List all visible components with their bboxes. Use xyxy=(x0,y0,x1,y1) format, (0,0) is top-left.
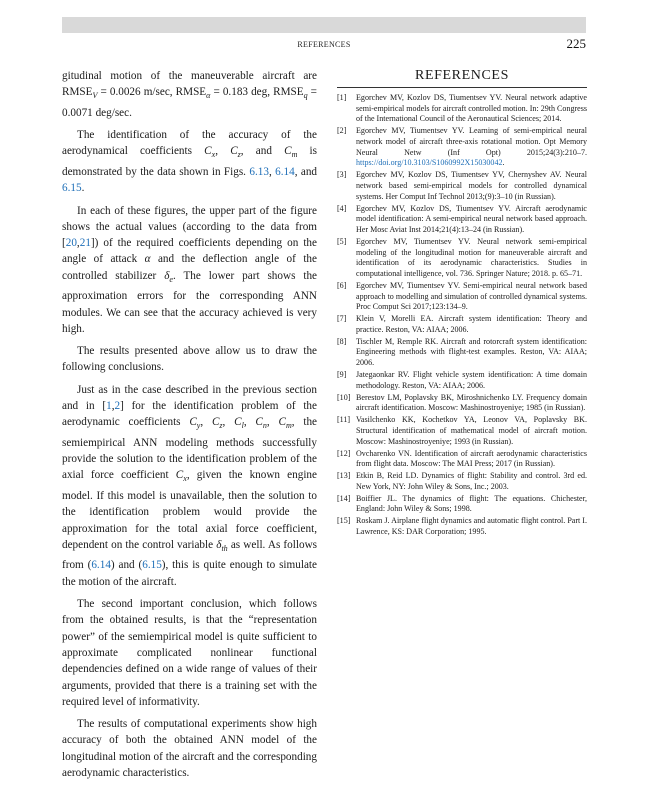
reference-item xyxy=(337,170,587,202)
reference-text: Tischler M, Remple RK. Aircraft and rotorcraft system identification: Engineering methods with flight-test examples. Reston, VA: AIAA; 2006. xyxy=(356,336,587,368)
reference-item xyxy=(337,471,587,492)
reference-item xyxy=(337,281,587,313)
reference-text: Berestov LM, Poplavsky BK, Miroshnichenko LY. Frequency domain aircraft identification. Moscow: Mashinostroyeniye; 1985 (in Russian). xyxy=(356,392,587,413)
reference-number: [13] xyxy=(337,471,351,481)
paragraph: The identification of the accuracy of the aerodynamical coefficients $C_x$, $C_z$, and $C_m$ is demonstrated by the data shown in Figs. 6.13, 6.14, and 6.15. xyxy=(62,129,318,195)
reference-number: [6] xyxy=(337,280,347,290)
reference-number: [4] xyxy=(337,203,347,213)
reference-list xyxy=(337,93,587,538)
paragraph: The results presented above allow us to draw the following conclusions. xyxy=(62,345,317,374)
cross-reference-link[interactable]: 21 xyxy=(79,237,91,250)
reference-number: [15] xyxy=(337,516,351,526)
cross-reference-link[interactable]: 6.15 xyxy=(142,559,162,572)
paragraph: The second important conclusion, which follows from the obtained results, is that the “representation power” of the semiempirical model is quite sufficient to approximate complicated nonlinear functional dependencies defined on a wide range of values of their arguments, provided that there is a training set with the required level of informativity. xyxy=(62,598,317,708)
reference-number: [11] xyxy=(337,415,351,425)
reference-item xyxy=(337,494,587,515)
reference-text: Egorchev MV, Kozlov DS, Tiumentsev YV. Aircraft aerodynamic model identification: A semi-empirical neural network based approach. Her Mosc Aviat Inst 2014;21(4):13–24 (in Russian). xyxy=(356,203,587,234)
paragraph: The results of computational experiments show high accuracy of both the obtained ANN model of the longitudinal motion of the aircraft and the corresponding aerodynamic characteristics. xyxy=(62,718,317,779)
references-column xyxy=(337,68,587,539)
reference-number: [14] xyxy=(337,493,351,503)
reference-item xyxy=(337,370,587,391)
reference-text: Boiffier JL. The dynamics of flight: The equations. Chichester, England: John Wiley & Sons; 1998. xyxy=(356,493,587,514)
reference-text: Vasilchenko KK, Kochetkov YA, Leonov VA, Poplavsky BK. Structural identification of mathematical model of aircraft motion. Moscow: Mashinostroyeniye; 1993 (in Russian). xyxy=(356,415,587,446)
reference-number: [12] xyxy=(337,448,351,458)
cross-reference-link[interactable]: 6.13 xyxy=(249,165,269,178)
left-column xyxy=(62,68,317,781)
reference-text: Roskam J. Airplane flight dynamics and automatic flight control. Part I. Lawrence, KS: DAR Corporation; 1995. xyxy=(356,516,587,537)
cross-reference-link[interactable]: 6.14 xyxy=(91,559,111,572)
reference-number: [8] xyxy=(337,336,347,346)
paragraph: Just as in the case described in the previous section and in [1,2] for the identification problem of the aerodynamic coefficients $C_y$, $C_z$, $C_l$, $C_n$, $C_m$, the semiempirical ANN modeling methods successfully provide the solution to the identification problem of the axial force coefficient $C_x$, given the known engine model. If this model is unavailable, then the solution to the identification problem would provide the approximation for the total axial force coefficient, dependent on the control variable $\delta_{th}$ as well. As follows from (6.14) and (6.15), this is quite enough to simulate the motion of the aircraft. xyxy=(62,383,318,588)
cross-reference-link[interactable]: 20 xyxy=(65,237,77,250)
reference-number: [3] xyxy=(337,170,347,180)
reference-item xyxy=(337,237,587,280)
reference-item xyxy=(337,337,587,369)
reference-number: [9] xyxy=(337,370,347,380)
doi-link[interactable]: https://doi.org/10.3103/S1060992X15030042 xyxy=(356,158,503,168)
reference-text: Jategaonkar RV. Flight vehicle system identification: A time domain methodology. Reston, VA: AIAA; 2006. xyxy=(356,370,587,390)
cross-reference-link[interactable]: 6.15 xyxy=(62,182,82,195)
reference-item: [2] Egorchev MV, Tiumentsev YV. Learning of semi-empirical neural network model of aircraft three-axis rotational motion. Opt Memory Neural Netw (Inf Opt) 2015;24(3):210–7. https://doi.org/10.3103/S1060992X15030042. xyxy=(337,126,587,168)
reference-number: [5] xyxy=(337,236,347,246)
reference-text: Egorchev MV, Kozlov DS, Tiumentsev YV, Chernyshev AV. Neural network based semi-empirical models for controlled dynamical systems. Her Comput Inf Technol 2013;(9):3–10 (in Russian). xyxy=(356,170,587,201)
paragraph: In each of these figures, the upper part of the figure shows the actual values (according to the data from [20,21]) of the required coefficients depending on the angle of attack α and the deflection angle of the controlled stabilizer $\delta_e$. The lower part shows the approximation errors for the corresponding ANN modules. We can see that the accuracy achieved is very high. xyxy=(62,204,318,335)
cross-reference-link[interactable]: 6.14 xyxy=(275,165,295,178)
reference-number: [7] xyxy=(337,314,347,324)
reference-text: Egorchev MV, Tiumentsev YV. Learning of semi-empirical neural network model of aircraft three-axis rotational motion. Opt Memory Neural Netw (Inf Opt) 2015;24(3):210–7. xyxy=(356,126,587,157)
reference-item xyxy=(337,415,587,447)
reference-text: Egorchev MV, Tiumentsev YV. Semi-empirical neural network based approach to modelling and simulation of controlled dynamical systems. Proc Comput Sci 2017;123:134–9. xyxy=(356,280,587,312)
reference-number: [1] xyxy=(337,93,347,102)
reference-text: Ovcharenko VN. Identification of aircraft aerodynamic characteristics from flight data. Moscow: The MAI Press; 2017 (in Russian). xyxy=(356,448,587,469)
reference-item xyxy=(337,393,587,414)
page-number: 225 xyxy=(566,36,586,51)
reference-item xyxy=(337,314,587,335)
reference-item xyxy=(337,449,587,470)
reference-text: Etkin B, Reid LD. Dynamics of flight: Stability and control. 3rd ed. New York, NY: John Wiley & Sons, Inc.; 2003. xyxy=(356,471,587,491)
reference-text: Egorchev MV, Tiumentsev YV. Neural network semi-empirical modeling of the longitudinal motion for maneuverable aircraft and identification of its aerodynamic characteristics. Studies in computational intelligence, vol. 736. Springer Nature; 2018. p. 65–71. xyxy=(356,236,587,278)
header-bar xyxy=(62,17,586,33)
paragraph: gitudinal motion of the maneuverable aircraft are $RMSE_V = 0.0026$ m/sec, $RMSE_\alpha = 0.183$ deg, $RMSE_q = 0.0071$ deg/sec. xyxy=(62,70,317,119)
reference-text: Egorchev MV, Kozlov DS, Tiumentsev YV. Neural network adaptive semi-empirical models for aircraft controlled motion. In: 29th Congress of the International Council of the Aeronautical Sciences; 2014. xyxy=(356,93,587,124)
running-title: REFERENCES xyxy=(297,40,351,49)
reference-number: [10] xyxy=(337,392,351,402)
cross-reference-link[interactable]: 1 xyxy=(106,400,112,413)
reference-item xyxy=(337,93,587,125)
reference-item xyxy=(337,516,587,537)
reference-item xyxy=(337,204,587,236)
references-heading: REFERENCES xyxy=(337,68,587,88)
cross-reference-link[interactable]: 2 xyxy=(114,400,121,413)
reference-number: [2] xyxy=(337,126,347,136)
reference-text: Klein V, Morelli EA. Aircraft system identification: Theory and practice. Reston, VA: AIAA; 2006. xyxy=(356,314,587,334)
